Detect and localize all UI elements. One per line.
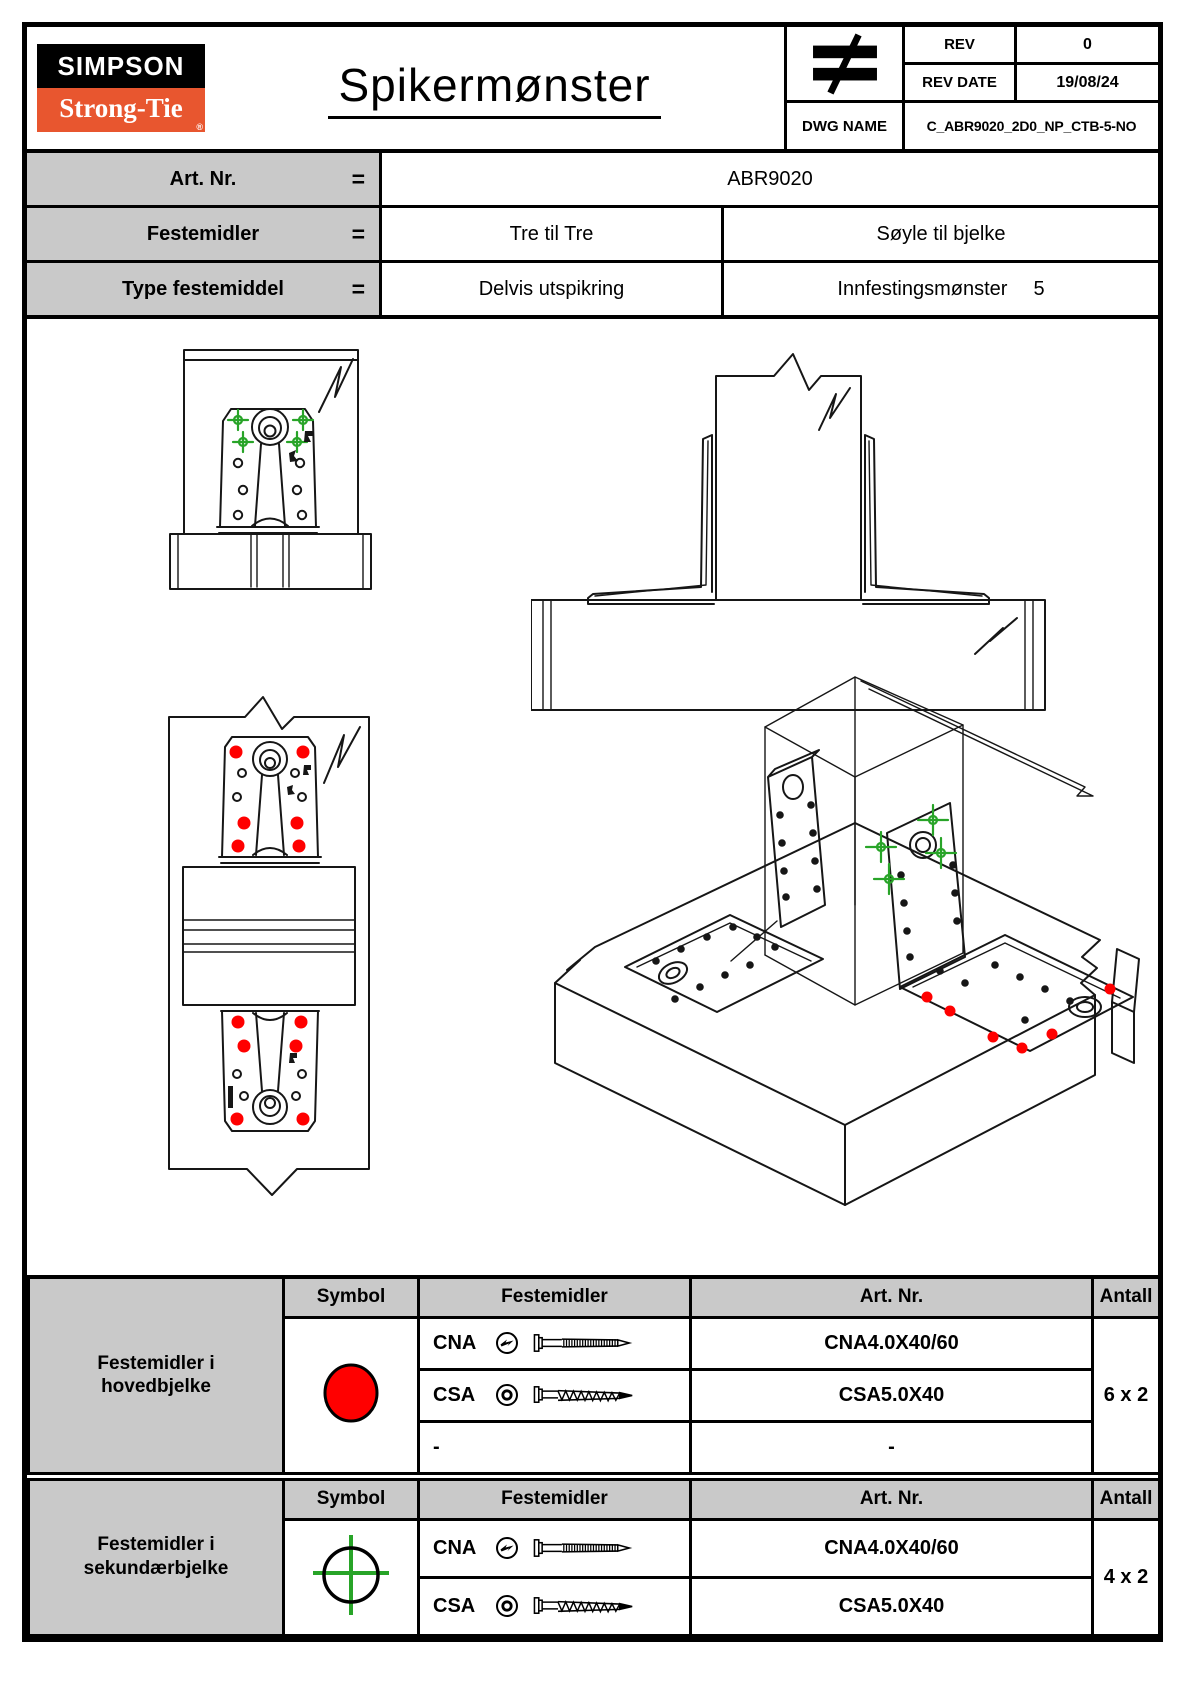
title-block bbox=[27, 27, 1158, 153]
csa-code: CSA bbox=[433, 1594, 476, 1617]
stamp-mark bbox=[228, 1086, 233, 1108]
not-equal-symbol-cell bbox=[787, 27, 902, 103]
front-view-drawing bbox=[169, 327, 379, 597]
sekundaerbjelke-fastener-table bbox=[27, 1478, 1161, 1637]
symbol-header: Symbol bbox=[284, 1277, 419, 1317]
art-nr-label bbox=[27, 153, 382, 205]
sekundaerbjelke-table-label: Festemidler i sekundærbjelke bbox=[29, 1479, 284, 1635]
equals-sign: = bbox=[351, 165, 365, 192]
art-nr-value: ABR9020 bbox=[727, 167, 813, 190]
rev-date-row bbox=[905, 65, 1158, 103]
drawing-sheet bbox=[22, 22, 1163, 1642]
festemidler-row bbox=[27, 208, 1158, 263]
cna-art-nr: CNA4.0X40/60 bbox=[691, 1519, 1093, 1577]
symbol-header: Symbol bbox=[284, 1479, 419, 1519]
csa-fastener-cell bbox=[419, 1369, 691, 1421]
red-circle-symbol-icon bbox=[318, 1359, 384, 1427]
festemidler-header: Festemidler bbox=[419, 1479, 691, 1519]
drawing-area bbox=[27, 319, 1158, 1275]
festemidler-value-1: Tre til Tre bbox=[382, 208, 724, 260]
logo-simpson-text: SIMPSON bbox=[37, 44, 205, 88]
csa-art-nr: CSA5.0X40 bbox=[691, 1577, 1093, 1635]
festemidler-label bbox=[27, 208, 382, 260]
equals-sign: = bbox=[351, 275, 365, 302]
rev-row bbox=[905, 27, 1158, 65]
side-view-drawing bbox=[531, 342, 1051, 714]
open-hole-icons bbox=[234, 459, 306, 519]
cna-head-icon bbox=[494, 1535, 520, 1561]
title-block-left bbox=[27, 27, 787, 149]
art-nr-header: Art. Nr. bbox=[691, 1277, 1093, 1317]
sekundaerbjelke-symbol-cell bbox=[284, 1519, 419, 1635]
cna-nail-icon bbox=[533, 1333, 637, 1353]
type-festemiddel-value-1: Delvis utspikring bbox=[382, 263, 724, 315]
dash: - bbox=[433, 1435, 440, 1458]
cna-fastener-cell bbox=[419, 1519, 691, 1577]
csa-code: CSA bbox=[433, 1383, 476, 1406]
dwg-name-value: C_ABR9020_2D0_NP_CTB-5-NO bbox=[926, 118, 1137, 134]
cna-head-icon bbox=[494, 1330, 520, 1356]
cna-code: CNA bbox=[433, 1536, 477, 1559]
csa-head-icon bbox=[494, 1593, 520, 1619]
type-festemiddel-label-text: Type festemiddel bbox=[122, 277, 284, 300]
innfestingsmonster-number: 5 bbox=[1033, 277, 1045, 300]
hovedbjelke-table-label: Festemidler i hovedbjelke bbox=[29, 1277, 284, 1473]
red-nail-dot-icons bbox=[922, 984, 1116, 1054]
festemidler-header: Festemidler bbox=[419, 1277, 691, 1317]
festemidler-value-2: Søyle til bjelke bbox=[876, 222, 1006, 245]
antall-header: Antall bbox=[1093, 1277, 1160, 1317]
art-nr-header: Art. Nr. bbox=[691, 1479, 1093, 1519]
type-festemiddel-row bbox=[27, 263, 1158, 315]
empty-fastener-cell bbox=[419, 1421, 691, 1473]
cna-nail-icon bbox=[533, 1538, 637, 1558]
csa-art-nr: CSA5.0X40 bbox=[691, 1369, 1093, 1421]
rev-date-label: REV DATE bbox=[905, 65, 1017, 100]
stamp-mark bbox=[287, 785, 295, 795]
logo-strongtie-word: Strong-Tie bbox=[59, 93, 183, 123]
type-festemiddel-label bbox=[27, 263, 382, 315]
stamp-mark bbox=[304, 431, 313, 442]
revision-table bbox=[905, 27, 1158, 149]
csa-head-icon bbox=[494, 1382, 520, 1408]
green-crosshair-symbol-icon bbox=[307, 1529, 395, 1621]
rev-date-value: 19/08/24 bbox=[1056, 73, 1119, 91]
logo-strongtie-text bbox=[37, 88, 205, 132]
hovedbjelke-symbol-cell bbox=[284, 1317, 419, 1473]
dwg-name-label: DWG NAME bbox=[802, 117, 887, 135]
hovedbjelke-antall: 6 x 2 bbox=[1093, 1317, 1160, 1473]
csa-fastener-cell bbox=[419, 1577, 691, 1635]
cna-code: CNA bbox=[433, 1331, 477, 1354]
innfestingsmonster-text: Innfestingsmønster bbox=[837, 277, 1008, 300]
stamp-mark bbox=[303, 765, 311, 775]
page-title: Spikermønster bbox=[328, 58, 660, 119]
stamp-mark bbox=[289, 1053, 297, 1063]
csa-screw-icon bbox=[533, 1594, 637, 1618]
empty-art-nr: - bbox=[691, 1421, 1093, 1473]
black-nail-dot-icons bbox=[897, 861, 1074, 1037]
title-block-middle bbox=[787, 27, 905, 149]
nail-pattern-front-view-drawing bbox=[142, 695, 402, 1200]
art-nr-row bbox=[27, 153, 1158, 208]
simpson-strongtie-logo bbox=[37, 44, 205, 132]
hovedbjelke-fastener-table bbox=[27, 1275, 1161, 1475]
equals-sign: = bbox=[351, 220, 365, 247]
article-info-table bbox=[27, 153, 1158, 319]
rev-value: 0 bbox=[1083, 35, 1092, 53]
title-area bbox=[205, 58, 784, 119]
antall-header: Antall bbox=[1093, 1479, 1160, 1519]
festemidler-label-text: Festemidler bbox=[146, 222, 260, 245]
cna-fastener-cell bbox=[419, 1317, 691, 1369]
registered-trademark-icon: ® bbox=[196, 122, 203, 132]
not-equal-icon bbox=[806, 33, 884, 95]
innfestingsmonster-cell bbox=[724, 263, 1158, 315]
art-nr-label-text: Art. Nr. bbox=[169, 167, 237, 190]
csa-screw-icon bbox=[533, 1383, 637, 1407]
sekundaerbjelke-antall: 4 x 2 bbox=[1093, 1519, 1160, 1635]
cna-art-nr: CNA4.0X40/60 bbox=[691, 1317, 1093, 1369]
rev-label: REV bbox=[905, 27, 1017, 62]
isometric-view-drawing bbox=[525, 665, 1155, 1265]
